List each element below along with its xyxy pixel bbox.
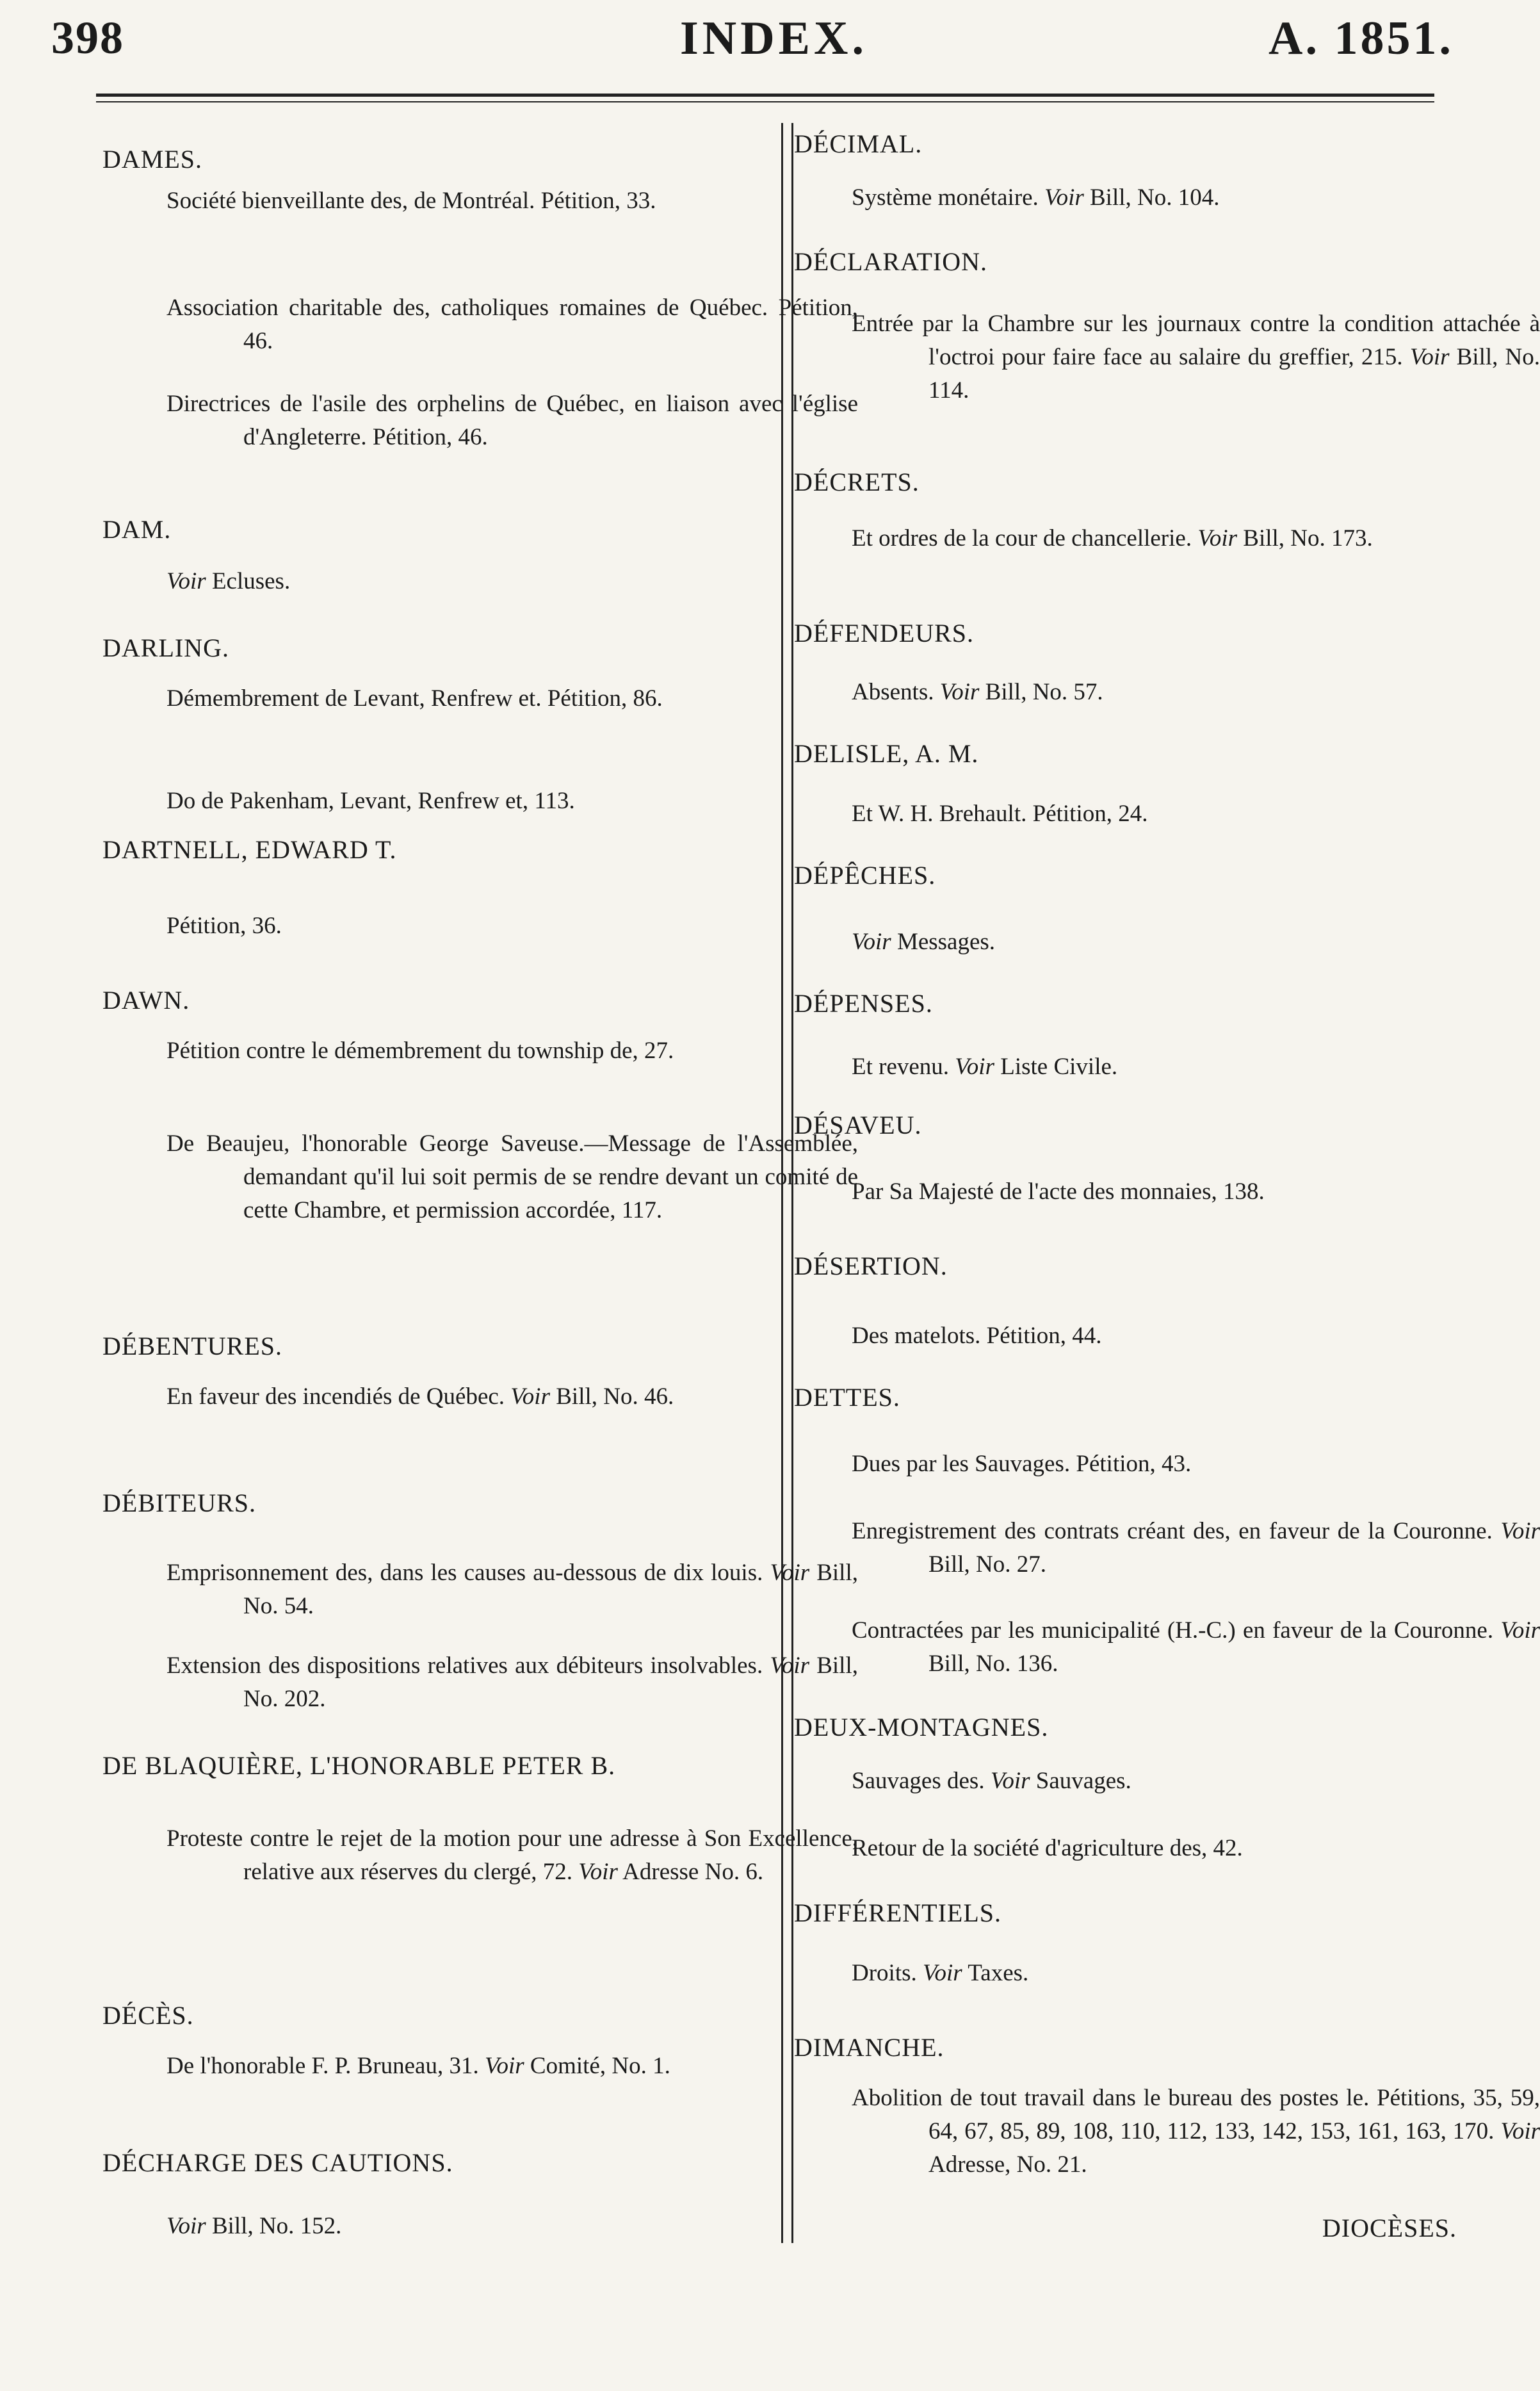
index-heading: DÉPÊCHES. <box>794 861 936 890</box>
index-heading: DARTNELL, EDWARD T. <box>102 835 397 864</box>
index-heading: DÉCHARGE DES CAUTIONS. <box>102 2148 453 2177</box>
index-heading: DÉCÈS. <box>102 2001 194 2030</box>
index-heading: DÉSAVEU. <box>794 1111 922 1139</box>
cross-reference-word: Voir <box>852 929 891 955</box>
page-header <box>0 5 1514 82</box>
index-heading: DÉBITEURS. <box>102 1489 256 1517</box>
cross-reference-word: Voir <box>770 1652 810 1679</box>
page-title: INDEX. <box>680 12 868 65</box>
index-entry: Système monétaire. Voir Bill, No. 104. <box>852 184 1220 211</box>
index-entry: Dues par les Sauvages. Pétition, 43. <box>852 1451 1192 1477</box>
index-entry: Et W. H. Brehault. Pétition, 24. <box>852 801 1148 827</box>
index-entry: Abolition de tout travail dans le bureau des postes le. Pétitions, 35, 59, 64, 67, 85, 89, 108, 110, 112, 133, 142, 153, 161, 163, 170. Voir Adresse, No. 21. <box>852 2085 1540 2178</box>
index-entry: Do de Pakenham, Levant, Renfrew et, 113. <box>166 788 575 814</box>
cross-reference-word: Voir <box>939 679 980 705</box>
index-entry: Des matelots. Pétition, 44. <box>852 1323 1102 1349</box>
index-heading: DIMANCHE. <box>794 2033 944 2062</box>
index-entry: Voir Messages. <box>852 929 996 955</box>
index-heading: DÉCRETS. <box>794 468 920 496</box>
cross-reference-word: Voir <box>923 1960 962 1986</box>
index-heading: DAWN. <box>102 986 190 1015</box>
index-entry: Emprisonnement des, dans les causes au-dessous de dix louis. Voir Bill, No. 54. <box>166 1560 858 1619</box>
index-entry: Voir Bill, No. 152. <box>166 2213 342 2239</box>
index-entry: Association charitable des, catholiques romaines de Québec. Pétition, 46. <box>166 295 858 354</box>
index-heading: DEUX-MONTAGNES. <box>794 1713 1049 1742</box>
index-heading: DAM. <box>102 515 172 544</box>
index-heading: DE BLAQUIÈRE, L'HONORABLE PETER B. <box>102 1751 616 1780</box>
index-entry: Sauvages des. Voir Sauvages. <box>852 1768 1131 1794</box>
index-heading: DARLING. <box>102 633 229 662</box>
index-heading: DÉPENSES. <box>794 989 933 1018</box>
index-entry: Démembrement de Levant, Renfrew et. Pétition, 86. <box>166 685 663 712</box>
index-entry: En faveur des incendiés de Québec. Voir Bill, No. 46. <box>166 1383 674 1410</box>
index-entry: Droits. Voir Taxes. <box>852 1960 1029 1986</box>
index-heading: DÉSERTION. <box>794 1252 948 1280</box>
index-entry: Et ordres de la cour de chancellerie. Voir Bill, No. 173. <box>852 525 1373 551</box>
index-entry: Proteste contre le rejet de la motion pour une adresse à Son Excellence, relative aux réserves du clergé, 72. Voir Adresse No. 6. <box>166 1825 858 1885</box>
index-heading: DETTES. <box>794 1383 900 1412</box>
index-heading: DELISLE, A. M. <box>794 739 979 768</box>
index-entry: Pétition contre le démembrement du township de, 27. <box>166 1038 674 1064</box>
cross-reference-word: Voir <box>166 2213 206 2239</box>
index-entry: Et revenu. Voir Liste Civile. <box>852 1054 1118 1080</box>
index-entry: Extension des dispositions relatives aux débiteurs insolvables. Voir Bill, No. 202. <box>166 1652 858 1712</box>
index-heading: DÉBENTURES. <box>102 1332 282 1360</box>
header-rule-thick <box>96 94 1434 97</box>
index-entry: De Beaujeu, l'honorable George Saveuse.—Message de l'Assemblée, demandant qu'il lui soit permis de se rendre devant un comité de cette Chambre, et permission accordée, 117. <box>166 1130 858 1223</box>
cross-reference-word: Voir <box>1500 2118 1540 2144</box>
index-entry: Voir Ecluses. <box>166 568 291 594</box>
cross-reference-word: Voir <box>990 1768 1030 1794</box>
index-heading: DÉCLARATION. <box>794 247 987 276</box>
cross-reference-word: Voir <box>510 1383 550 1410</box>
index-entry: Enregistrement des contrats créant des, en faveur de la Couronne. Voir Bill, No. 27. <box>852 1518 1540 1578</box>
cross-reference-word: Voir <box>1500 1617 1540 1644</box>
cross-reference-word: Voir <box>1500 1518 1540 1544</box>
index-entry: Pétition, 36. <box>166 913 282 939</box>
cross-reference-word: Voir <box>578 1859 618 1885</box>
header-rule-thin <box>96 101 1434 102</box>
index-entry: Absents. Voir Bill, No. 57. <box>852 679 1103 705</box>
index-entry: Directrices de l'asile des orphelins de Québec, en liaison avec l'église d'Angleterre. Pétition, 46. <box>166 391 858 450</box>
page-year: A. 1851. <box>1268 12 1454 65</box>
index-entry: Contractées par les municipalité (H.-C.) en faveur de la Couronne. Voir Bill, No. 136. <box>852 1617 1540 1677</box>
catchword: DIOCÈSES. <box>1322 2214 1457 2242</box>
cross-reference-word: Voir <box>1044 184 1084 211</box>
index-heading: DÉCIMAL. <box>794 129 923 158</box>
page-number: 398 <box>51 12 124 63</box>
cross-reference-word: Voir <box>1409 344 1450 370</box>
index-heading: DÉFENDEURS. <box>794 619 975 648</box>
cross-reference-word: Voir <box>955 1054 994 1080</box>
index-entry: Entrée par la Chambre sur les journaux contre la condition attachée à l'octroi pour faire face au salaire du greffier, 215. Voir Bill, No. 114. <box>852 311 1540 404</box>
index-entry: Retour de la société d'agriculture des, 42. <box>852 1835 1243 1861</box>
index-entry: Par Sa Majesté de l'acte des monnaies, 138. <box>852 1179 1265 1205</box>
cross-reference-word: Voir <box>484 2053 524 2079</box>
index-heading: DAMES. <box>102 145 203 174</box>
cross-reference-word: Voir <box>166 568 206 594</box>
cross-reference-word: Voir <box>1197 525 1238 551</box>
cross-reference-word: Voir <box>770 1560 810 1586</box>
index-heading: DIFFÉRENTIELS. <box>794 1898 1001 1927</box>
index-entry: De l'honorable F. P. Bruneau, 31. Voir Comité, No. 1. <box>166 2053 670 2079</box>
index-entry: Société bienveillante des, de Montréal. Pétition, 33. <box>166 188 656 214</box>
